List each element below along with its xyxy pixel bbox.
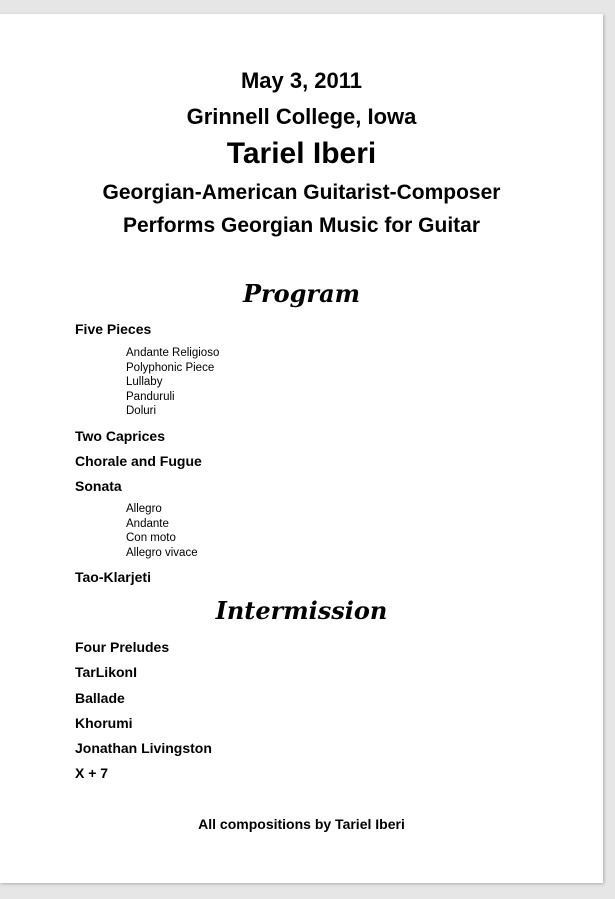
sonata-movements	[126, 502, 198, 560]
movement: Polyphonic Piece	[126, 361, 215, 374]
five-pieces-movements	[126, 346, 219, 419]
piece-ballade: Ballade	[75, 690, 125, 706]
piece-two-caprices: Two Caprices	[75, 428, 165, 444]
piece-jonathan-livingston: Jonathan Livingston	[75, 740, 212, 756]
program-page	[0, 14, 603, 883]
movement: Allegro	[126, 503, 162, 515]
movement: Andante Religioso	[126, 347, 220, 359]
movement: Doluri	[126, 405, 157, 418]
piece-four-preludes: Four Preludes	[75, 639, 170, 655]
movement: Allegro vivace	[126, 546, 198, 559]
intermission-heading: Intermission	[215, 596, 388, 625]
performer-name: Tariel Iberi	[226, 137, 377, 170]
piece-x-plus-7: X + 7	[75, 765, 109, 781]
piece-tao-klarjeti: Tao-Klarjeti	[75, 569, 151, 585]
movement: Andante	[126, 517, 169, 530]
movement: Lullaby	[126, 376, 163, 389]
compositions-credit: All compositions by Tariel Iberi	[198, 816, 405, 832]
concert-date: May 3, 2011	[240, 68, 363, 93]
piece-five-pieces: Five Pieces	[75, 321, 152, 337]
concert-description: Performs Georgian Music for Guitar	[122, 214, 481, 237]
performer-description: Georgian-American Guitarist-Composer	[102, 181, 501, 204]
piece-chorale-and-fugue: Chorale and Fugue	[75, 453, 202, 469]
venue: Grinnell College, Iowa	[186, 104, 417, 129]
piece-khorumi: Khorumi	[75, 715, 133, 731]
piece-sonata: Sonata	[75, 478, 122, 494]
program-heading: Program	[242, 279, 361, 308]
piece-tarlikoni: TarLikonI	[75, 664, 137, 680]
movement: Panduruli	[126, 390, 175, 403]
movement: Con moto	[126, 532, 176, 545]
